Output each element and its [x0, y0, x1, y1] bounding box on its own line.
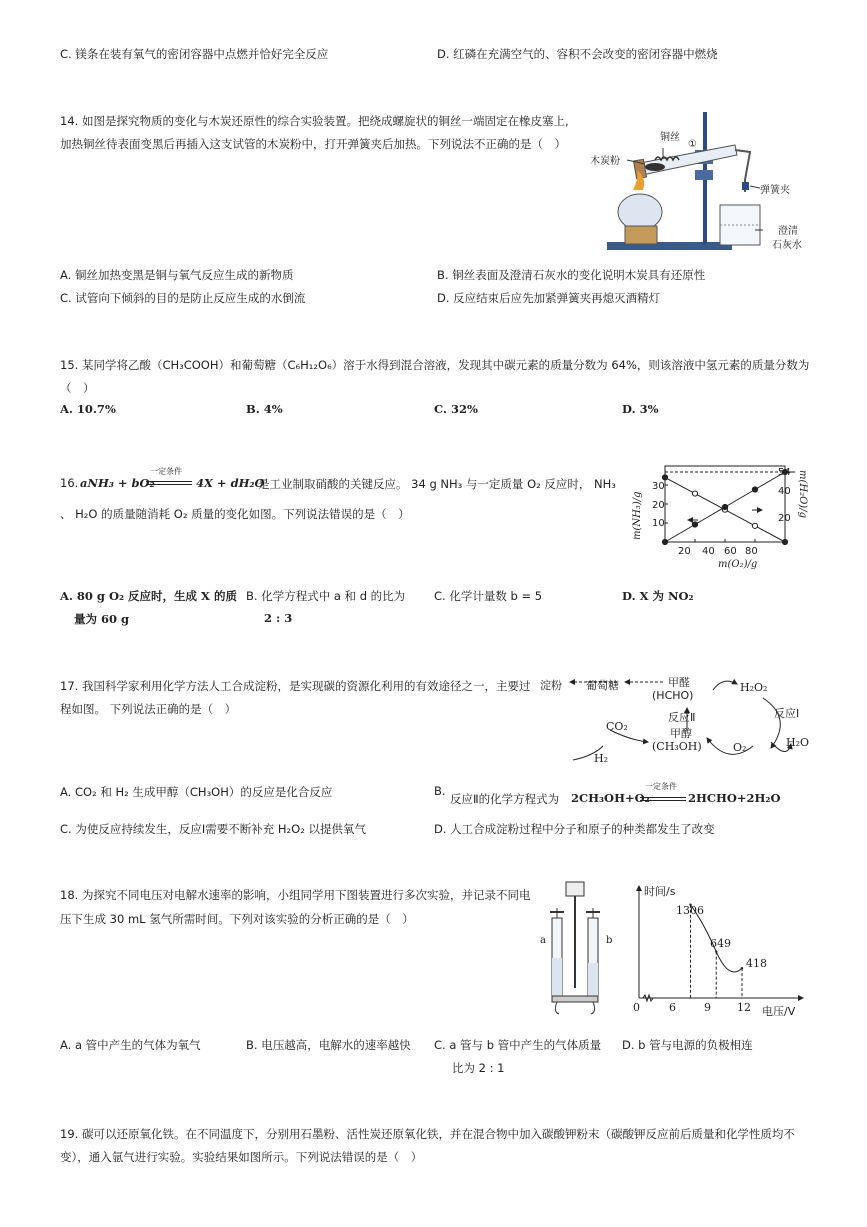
- q17-label-hcho: (HCHO): [652, 689, 694, 702]
- q16-x-tick-80: 80: [745, 546, 758, 557]
- q18-option-d: D. b 管与电源的负极相连: [622, 1038, 753, 1052]
- q17-label-starch: 淀粉: [540, 679, 562, 692]
- q17-label-h2o2: H₂O₂: [740, 681, 768, 694]
- q16-chart-grid: [665, 485, 785, 542]
- q15-stem-line2: （ ）: [60, 381, 95, 395]
- q19-stem-line2: 变），通入氩气进行实验。实验结果如图所示。下列说法错误的是（ ）: [60, 1150, 423, 1164]
- q17-option-b-text: 反应Ⅱ的化学方程式为: [450, 792, 560, 806]
- q17-option-a: A. CO₂ 和 H₂ 生成甲醇（CH₃OH）的反应是化合反应: [60, 785, 333, 799]
- q16-h2o-point: [722, 504, 727, 509]
- q18-x-axis-label: 电压/V: [762, 1005, 796, 1018]
- q16-chart-lines: [665, 472, 795, 542]
- q17-label-formaldehyde: 甲醛: [668, 676, 690, 689]
- q17-stem-line1: 17. 我国科学家利用化学方法人工合成淀粉，是实现碳的资源化利用的有效途径之一，主要过: [60, 679, 531, 693]
- q16-y-right-tick-20: 20: [778, 513, 791, 524]
- q14-label-copper: 铜丝: [660, 132, 680, 143]
- q17-label-h2o: H₂O: [786, 736, 810, 749]
- q18-origin-label: 0: [633, 1001, 640, 1014]
- q16-option-a-line2: 量为 60 g: [74, 612, 130, 626]
- q16-y-tick-10: 10: [652, 518, 665, 529]
- q14-option-d: D. 反应结束后应先加紧弹簧夹再熄灭酒精灯: [437, 291, 661, 305]
- q16-nh3-point: [662, 475, 667, 480]
- q14-label-lime1: 澄清: [778, 226, 798, 237]
- q17-label-co2: CO₂: [606, 720, 628, 733]
- q14-option-c: C. 试管向下倾斜的目的是防止反应生成的水倒流: [60, 291, 306, 305]
- q17-option-d: D. 人工合成淀粉过程中分子和原子的种类都发生了改变: [434, 822, 715, 836]
- q16-stem-rest: 是工业制取硝酸的关键反应。 34 g NH₃ 与一定质量 O₂ 反应时， NH₃: [258, 477, 616, 491]
- q17-label-h2: H₂: [594, 752, 609, 765]
- alcohol-lamp: [618, 194, 662, 230]
- q16-nh3-point: [782, 539, 787, 544]
- q17-option-b-equals: [640, 797, 686, 801]
- q17-label-glucose: 葡萄糖: [586, 679, 619, 692]
- q19-stem-line1: 19. 碳可以还原氧化铁。在不同温度下，分别用石墨粉、活性炭还原氧化铁，并在混合物中加入碳酸钾粉末（碳酸钾反应前后质量和化学性质均不: [60, 1127, 795, 1141]
- q17-option-b-condition: 一定条件: [645, 782, 677, 791]
- q15-option-d: D. 3%: [622, 402, 659, 416]
- q15-option-a: A. 10.7%: [60, 402, 116, 416]
- q16-y-right-tick-40: 40: [778, 486, 791, 497]
- q16-x-axis-label: m(O₂)/g: [718, 559, 758, 570]
- q18-option-c-line2: 比为 2 : 1: [452, 1061, 505, 1075]
- q16-y-tick-20: 20: [652, 500, 665, 511]
- q14-label-circle: ①: [688, 139, 697, 150]
- q17-label-methanol: 甲醇: [670, 727, 692, 740]
- q16-y-left-label: m(NH₃)/g: [632, 491, 643, 540]
- q16-option-b-line2: 2 : 3: [264, 611, 293, 625]
- q17-option-c: C. 为使反应持续发生，反应Ⅰ需要不断补充 H₂O₂ 以提供氧气: [60, 822, 366, 836]
- q16-x-tick-60: 60: [724, 546, 737, 557]
- q16-number: 16.: [60, 476, 79, 490]
- q16-equals-sign: [146, 481, 192, 485]
- q18-point-label-649: 649: [710, 937, 731, 950]
- q18-option-b: B. 电压越高，电解水的速率越快: [246, 1038, 411, 1052]
- q14-label-clip: 弹簧夹: [760, 185, 790, 196]
- q17-stem-line2: 程如图。 下列说法正确的是（ ）: [60, 702, 237, 716]
- q16-option-c: C. 化学计量数 b = 5: [434, 589, 543, 603]
- q18-stem-line1: 18. 为探究不同电压对电解水速率的影响，小组同学用下图装置进行多次实验，并记录不同电: [60, 888, 531, 902]
- q16-x-tick-20: 20: [678, 546, 691, 557]
- q18-x-tick-6: 6: [669, 1001, 676, 1014]
- q15-option-b: B. 4%: [246, 402, 283, 416]
- q16-equation-left: aNH₃ + bO₂: [80, 476, 155, 490]
- q16-condition: 一定条件: [150, 467, 182, 476]
- q17-option-b-prefix: B.: [434, 784, 446, 798]
- q16-y-right-tick-54: 54: [778, 467, 791, 478]
- q14-label-lime2: 石灰水: [772, 240, 802, 251]
- q14-option-b: B. 铜丝表面及澄清石灰水的变化说明木炭具有还原性: [437, 268, 706, 282]
- q16-option-a-line1: A. 80 g O₂ 反应时，生成 X 的质: [60, 589, 237, 603]
- q16-y-tick-30: 30: [652, 481, 665, 492]
- q14-option-a: A. 铜丝加热变黑是铜与氧气反应生成的新物质: [60, 268, 294, 282]
- q16-h2o-point: [662, 539, 667, 544]
- q17-option-b-left: 2CH₃OH+O₂: [571, 791, 650, 805]
- q18-x-tick-12: 12: [737, 1001, 751, 1014]
- q14-stem-line2: 加热铜丝待表面变黑后再插入这支试管的木炭粉中，打开弹簧夹后加热。下列说法不正确的是（ ）: [60, 137, 566, 151]
- q16-nh3-point: [692, 491, 697, 496]
- charcoal-powder: [645, 163, 665, 171]
- q16-x-tick-40: 40: [702, 546, 715, 557]
- q18-option-a: A. a 管中产生的气体为氧气: [60, 1038, 201, 1052]
- q17-label-o2: O₂: [733, 741, 747, 754]
- q18-chart: [625, 880, 810, 1020]
- q14-stem-line1: 14. 如图是探究物质的变化与木炭还原性的综合实验装置。把绕成螺旋状的铜丝一端固定在橡皮塞上,: [60, 114, 569, 128]
- q13-option-d: D. 红磷在充满空气的、容积不会改变的密闭容器中燃烧: [437, 47, 718, 61]
- q17-option-b-right: 2HCHO+2H₂O: [688, 791, 781, 805]
- q16-h2o-point: [752, 487, 757, 492]
- spring-clip: [742, 182, 749, 190]
- q15-stem-line1: 15. 某同学将乙酸（CH₃COOH）和葡萄糖（C₆H₁₂O₆）溶于水得到混合溶液，发现其中碳元素的质量分数为 64%，则该溶液中氢元素的质量分数为: [60, 358, 810, 372]
- q17-label-ch3oh: (CH₃OH): [652, 740, 702, 753]
- lamp-block: [625, 226, 657, 244]
- q16-equation-right: 4X + dH₂O: [196, 476, 265, 490]
- q13-option-c: C. 镁条在装有氧气的密闭容器中点燃并恰好完全反应: [60, 47, 329, 61]
- q15-option-c: C. 32%: [434, 402, 478, 416]
- q18-electrolysis-apparatus: [538, 878, 616, 1018]
- q16-y-right-label: m(H₂O)/g: [797, 470, 808, 518]
- q16-option-b-line1: B. 化学方程式中 a 和 d 的比为: [246, 589, 406, 603]
- q17-label-reaction1: 反应Ⅰ: [774, 707, 800, 720]
- q14-label-charcoal: 木炭粉: [590, 156, 620, 167]
- q17-label-reaction2: 反应Ⅱ: [668, 711, 696, 724]
- q18-y-axis-label: 时间/s: [644, 885, 676, 898]
- clamp-lower: [695, 170, 713, 180]
- q18-point-label-418: 418: [746, 957, 767, 970]
- q18-stem-line2: 压下生成 30 mL 氢气所需时间。下列对该实验的分析正确的是（ ）: [60, 912, 414, 926]
- q16-h2o-point: [692, 522, 697, 527]
- reservoir: [566, 882, 584, 896]
- q16-option-d: D. X 为 NO₂: [622, 589, 694, 603]
- q18-data-point: [715, 950, 717, 952]
- q18-x-tick-9: 9: [704, 1001, 711, 1014]
- q18-label-a: a: [540, 935, 546, 946]
- q18-label-b: b: [606, 935, 613, 946]
- q18-point-label-1306: 1306: [676, 904, 704, 917]
- q16-nh3-point: [752, 523, 757, 528]
- q16-stem-line2: 、 H₂O 的质量随消耗 O₂ 质量的变化如图。下列说法错误的是（ ）: [60, 507, 410, 521]
- q18-data-point: [741, 967, 743, 969]
- q18-option-c-line1: C. a 管与 b 管中产生的气体质量: [434, 1038, 602, 1052]
